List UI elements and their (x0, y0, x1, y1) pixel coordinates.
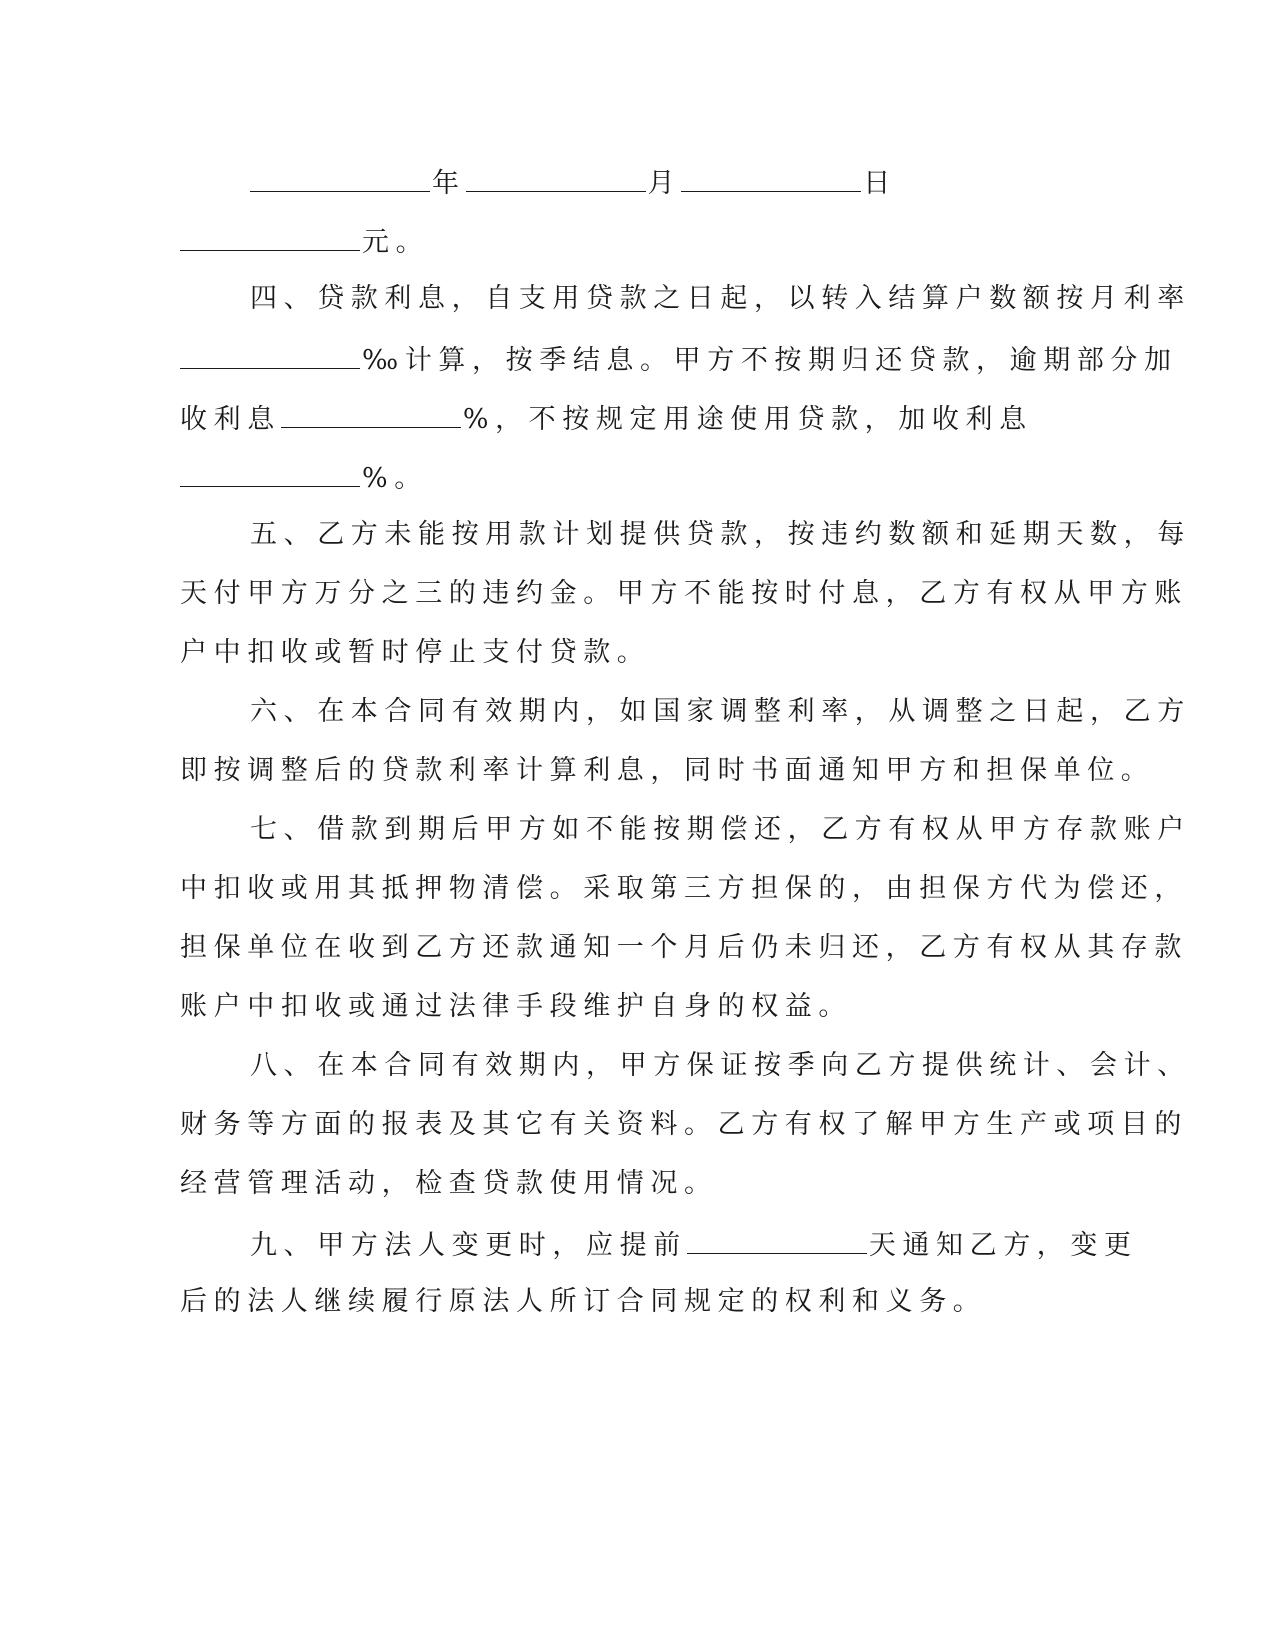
amount-blank (180, 222, 360, 251)
clause8-line1: 八、在本合同有效期内，甲方保证按季向乙方提供统计、会计、 (250, 1050, 1191, 1081)
clause4-line1: 四、贷款利息，自支用贷款之日起，以转入结算户数额按月利率 (250, 283, 1191, 314)
clause8-line2: 财务等方面的报表及其它有关资料。乙方有权了解甲方生产或项目的 (180, 1109, 1188, 1140)
clause4-line4-text: %。 (362, 463, 428, 494)
clause8-line3: 经营管理活动，检查贷款使用情况。 (180, 1168, 718, 1199)
clause7-line2: 中扣收或用其抵押物清偿。采取第三方担保的，由担保方代为偿还， (180, 873, 1188, 904)
clause6-line2: 即按调整后的贷款利率计算利息，同时书面通知甲方和担保单位。 (180, 755, 1155, 786)
clause4-line4 (180, 458, 428, 494)
misuse-interest-blank (180, 458, 360, 487)
month-label: 月 (647, 168, 682, 199)
clause9-line1-text: 天通知乙方，变更 (868, 1230, 1138, 1261)
year-blank (250, 163, 430, 192)
clause7-line1: 七、借款到期后甲方如不能按期偿还，乙方有权从甲方存款账户 (250, 814, 1191, 845)
clause9-line1 (250, 1225, 1138, 1261)
day-label: 日 (863, 168, 897, 199)
month-blank (466, 163, 646, 192)
clause4-line3 (180, 399, 1033, 435)
notice-days-blank (687, 1225, 867, 1254)
clause5-line3: 户中扣收或暂时停止支付贷款。 (180, 637, 651, 668)
clause9-line1-prefix: 九、甲方法人变更时，应提前 (250, 1230, 687, 1261)
clause6-line1: 六、在本合同有效期内，如国家调整利率，从调整之日起，乙方 (250, 696, 1191, 727)
amount-line (180, 222, 429, 258)
year-label: 年 (432, 168, 466, 199)
clause7-line4: 账户中扣收或通过法律手段维护自身的权益。 (180, 991, 852, 1022)
overdue-interest-blank (281, 399, 461, 428)
date-line (250, 163, 897, 199)
clause7-line3: 担保单位在收到乙方还款通知一个月后仍未归还，乙方有权从其存款 (180, 932, 1188, 963)
clause4-line3-prefix: 收利息 (180, 404, 281, 435)
clause9-line2: 后的法人继续履行原法人所订合同规定的权利和义务。 (180, 1286, 987, 1317)
clause5-line1: 五、乙方未能按用款计划提供贷款，按违约数额和延期天数，每 (250, 519, 1191, 550)
day-blank (681, 163, 861, 192)
clause4-line2-text: ‰计算，按季结息。甲方不按期归还贷款，逾期部分加 (362, 345, 1178, 376)
clause5-line2: 天付甲方万分之三的违约金。甲方不能按时付息，乙方有权从甲方账 (180, 578, 1188, 609)
amount-unit: 元。 (362, 227, 430, 258)
monthly-rate-blank (180, 340, 360, 369)
clause4-line2 (180, 340, 1178, 376)
clause4-line3-text: %，不按规定用途使用贷款，加收利息 (462, 404, 1033, 435)
